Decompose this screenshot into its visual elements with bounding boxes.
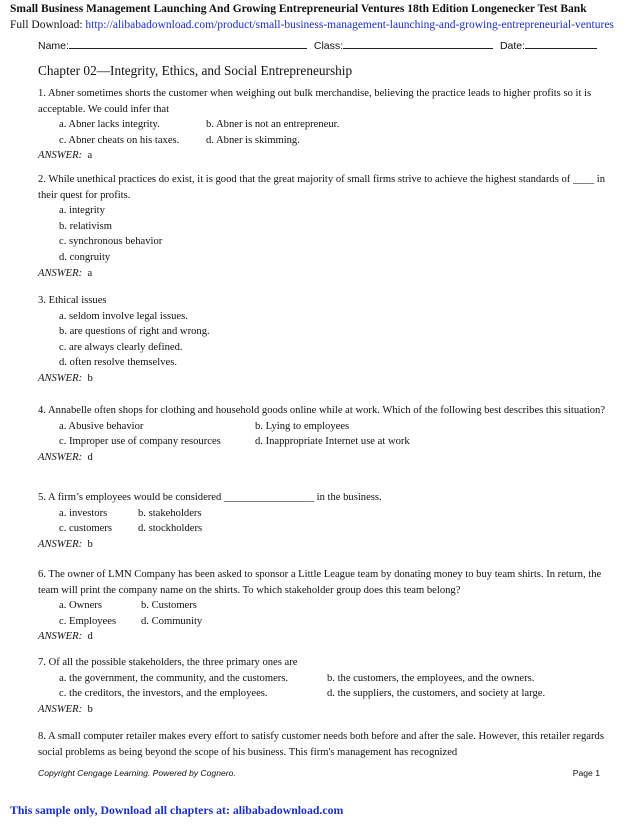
- question-stem: 7. Of all the possible stakeholders, the three primary ones are: [38, 657, 298, 668]
- question-stem: 1. Abner sometimes shorts the customer when weighing out bulk merchandise, believing the practice leads to higher profits so it is acceptable. We could infer that: [38, 88, 592, 115]
- answer-value: b: [87, 372, 93, 384]
- answer-value: d: [87, 451, 93, 463]
- question-6: [38, 567, 608, 645]
- question-stem: 6. The owner of LMN Company has been asked to sponsor a Little League team by donating money to buy team shirts. In return, the team will print the company name on the shirts. To which stakeholder group does this team belong?: [38, 569, 602, 596]
- answer-label: ANSWER:: [38, 451, 83, 463]
- answer-line: [38, 266, 608, 282]
- student-info-bar: [38, 38, 608, 52]
- answer-value: a: [87, 267, 93, 279]
- answer-label: ANSWER:: [38, 267, 83, 279]
- answer-label: ANSWER:: [38, 703, 83, 715]
- question-7: [38, 655, 608, 717]
- question-1: [38, 86, 608, 164]
- option-d: d. often resolve themselves.: [59, 357, 177, 369]
- answer-value: b: [87, 703, 93, 715]
- option-d: d. stockholders: [138, 523, 203, 535]
- option-a: a. the government, the community, and the customers.: [59, 672, 289, 684]
- option-d: d. Community: [141, 615, 203, 627]
- question-stem: 2. While unethical practices do exist, it is good that the great majority of small firms strive to achieve the highest standards of ____ in their quest for profits.: [38, 174, 606, 201]
- option-c: c. Abner cheats on his taxes.: [59, 134, 180, 146]
- question-4: [38, 403, 608, 465]
- copyright-text: Copyright Cengage Learning. Powered by Cognero.: [38, 768, 236, 778]
- date-line: [525, 38, 597, 49]
- answer-options: [38, 671, 608, 702]
- option-a: a. investors: [59, 507, 108, 519]
- question-3: [38, 293, 608, 387]
- answer-value: a: [87, 150, 93, 162]
- answer-line: [38, 702, 608, 718]
- download-link[interactable]: http://alibabadownload.com/product/small-business-management-launching-and-growing-entrepreneurial-ventures: [85, 19, 614, 31]
- answer-label: ANSWER:: [38, 631, 83, 643]
- question-stem: 8. A small computer retailer makes every effort to satisfy customer needs both before and after the sale. However, this retailer regards social problems as being beyond the scope of his business. This firm's management has recognized: [38, 731, 604, 758]
- option-c: c. synchronous behavior: [59, 236, 163, 248]
- answer-options: [38, 419, 608, 450]
- option-a: a. seldom involve legal issues.: [59, 310, 188, 322]
- option-b: b. Abner is not an entrepreneur.: [206, 119, 340, 131]
- question-stem: 5. A firm’s employees would be considered _________________ in the business.: [38, 492, 382, 503]
- name-label: Name:: [38, 40, 69, 52]
- page-footer: [38, 768, 600, 778]
- answer-line: [38, 537, 608, 553]
- option-d: d. the suppliers, the customers, and society at large.: [327, 688, 546, 700]
- option-c: c. Improper use of company resources: [59, 436, 221, 448]
- option-d: d. congruity: [59, 251, 111, 263]
- option-a: a. integrity: [59, 205, 105, 217]
- option-c: c. Employees: [59, 615, 117, 627]
- question-stem: 4. Annabelle often shops for clothing and household goods online while at work. Which of the following best describes this situation?: [38, 405, 606, 416]
- answer-line: [38, 629, 608, 645]
- option-d: d. Inappropriate Internet use at work: [255, 436, 410, 448]
- answer-options: [38, 598, 608, 629]
- answer-options: [38, 203, 608, 265]
- answer-line: [38, 148, 608, 164]
- option-d: d. Abner is skimming.: [206, 134, 300, 146]
- answer-value: b: [87, 538, 93, 550]
- option-b: b. relativism: [59, 220, 112, 232]
- option-a: a. Owners: [59, 600, 102, 612]
- option-b: b. the customers, the employees, and the owners.: [327, 672, 535, 684]
- option-a: a. Abusive behavior: [59, 420, 144, 432]
- answer-options: [38, 117, 608, 148]
- option-b: b. stakeholders: [138, 507, 202, 519]
- answer-line: [38, 450, 608, 466]
- sample-notice-link[interactable]: This sample only, Download all chapters at: alibabadownload.com: [10, 803, 344, 817]
- class-label: Class:: [313, 40, 344, 52]
- question-8: [38, 729, 608, 760]
- date-label: Date:: [499, 40, 526, 52]
- answer-label: ANSWER:: [38, 372, 83, 384]
- option-b: b. Lying to employees: [255, 420, 350, 432]
- answer-label: ANSWER:: [38, 150, 83, 162]
- download-label: Full Download:: [10, 19, 83, 31]
- option-b: b. Customers: [141, 600, 197, 612]
- answer-value: d: [87, 631, 93, 643]
- class-line: [343, 38, 493, 49]
- document-title: Small Business Management Launching And Growing Entrepreneurial Ventures 18th Edition Longenecker Test Bank: [10, 3, 587, 15]
- download-line: [10, 19, 638, 31]
- answer-line: [38, 371, 608, 387]
- option-c: c. are always clearly defined.: [59, 341, 183, 353]
- answer-label: ANSWER:: [38, 538, 83, 550]
- chapter-title: Chapter 02—Integrity, Ethics, and Social Entrepreneurship: [38, 63, 353, 78]
- option-c: c. the creditors, the investors, and the employees.: [59, 688, 268, 700]
- answer-options: [38, 309, 608, 371]
- question-2: [38, 172, 608, 281]
- option-a: a. Abner lacks integrity.: [59, 119, 160, 131]
- name-line: [69, 38, 307, 49]
- question-5: [38, 490, 608, 552]
- option-b: b. are questions of right and wrong.: [59, 326, 210, 338]
- answer-options: [38, 506, 608, 537]
- page-number: Page 1: [572, 768, 600, 778]
- option-c: c. customers: [59, 523, 112, 535]
- question-stem: 3. Ethical issues: [38, 295, 107, 306]
